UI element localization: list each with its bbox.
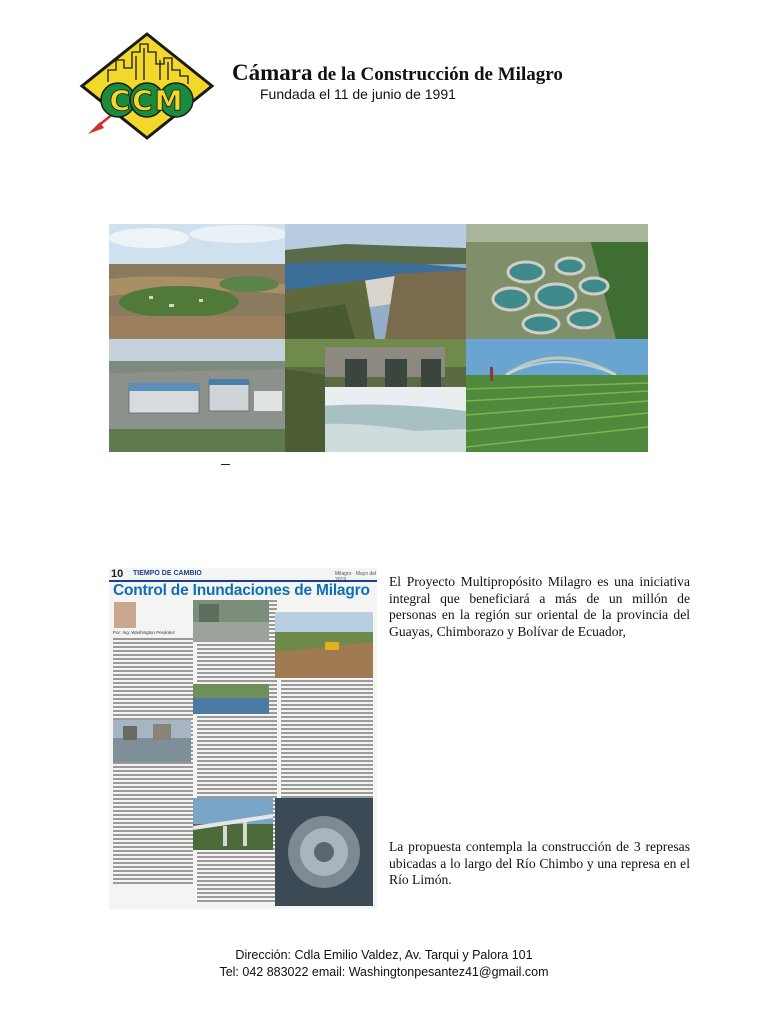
clipping-photo-street	[193, 600, 269, 642]
clipping-author: Por: Ing. Washington Pesántez	[113, 630, 175, 635]
clipping-page-number: 10	[111, 568, 124, 580]
org-title-rest: de la Construcción de Milagro	[312, 64, 563, 85]
clipping-date: Milagro · Mayo del	[335, 571, 377, 577]
separator-dash	[221, 464, 230, 465]
organization-title	[232, 60, 563, 86]
newspaper-clipping	[109, 568, 377, 909]
clipping-photo-flood	[113, 720, 191, 762]
dam-photo	[285, 224, 466, 339]
project-photo-grid	[109, 224, 648, 452]
author-photo	[114, 602, 136, 628]
clipping-column-text	[197, 600, 277, 904]
clipping-title: Control de Inundaciones de Milagro	[113, 582, 370, 599]
logo-monogram: CCM	[109, 84, 185, 117]
clipping-photo-turbine	[275, 798, 373, 906]
founded-date: Fundada el 11 de junio de 1991	[260, 86, 456, 102]
footer-address: Dirección: Cdla Emilio Valdez, Av. Tarqui y Palora 101	[235, 948, 533, 962]
project-description-paragraph: El Proyecto Multipropósito Milagro es una iniciativa integral que beneficiará a más de un millón de personas en la región sur oriental de la provincia del Guayas, Chimborazo y Bolívar de Ecuador,	[389, 574, 690, 639]
footer-contact: Tel: 042 883022 email: Washingtonpesantez41@gmail.com	[219, 965, 549, 979]
ccm-logo	[78, 30, 216, 142]
industrial-plant-photo	[109, 339, 285, 452]
clipping-photo-river	[193, 684, 269, 714]
irrigated-field-photo	[466, 339, 648, 452]
clipping-brand: TIEMPO DE CAMBIO	[133, 570, 202, 577]
clipping-photo-aqueduct	[193, 798, 273, 850]
org-title-first-word: Cámara	[232, 60, 313, 85]
floodgate-photo	[285, 339, 466, 452]
proposal-paragraph: La propuesta contempla la construcción de 3 represas ubicadas a lo largo del Río Chimbo y una represa en el Río Limón.	[389, 839, 690, 888]
flooded-city-photo	[109, 224, 285, 339]
clipping-photo-excavator	[275, 612, 373, 678]
water-treatment-photo	[466, 224, 648, 339]
